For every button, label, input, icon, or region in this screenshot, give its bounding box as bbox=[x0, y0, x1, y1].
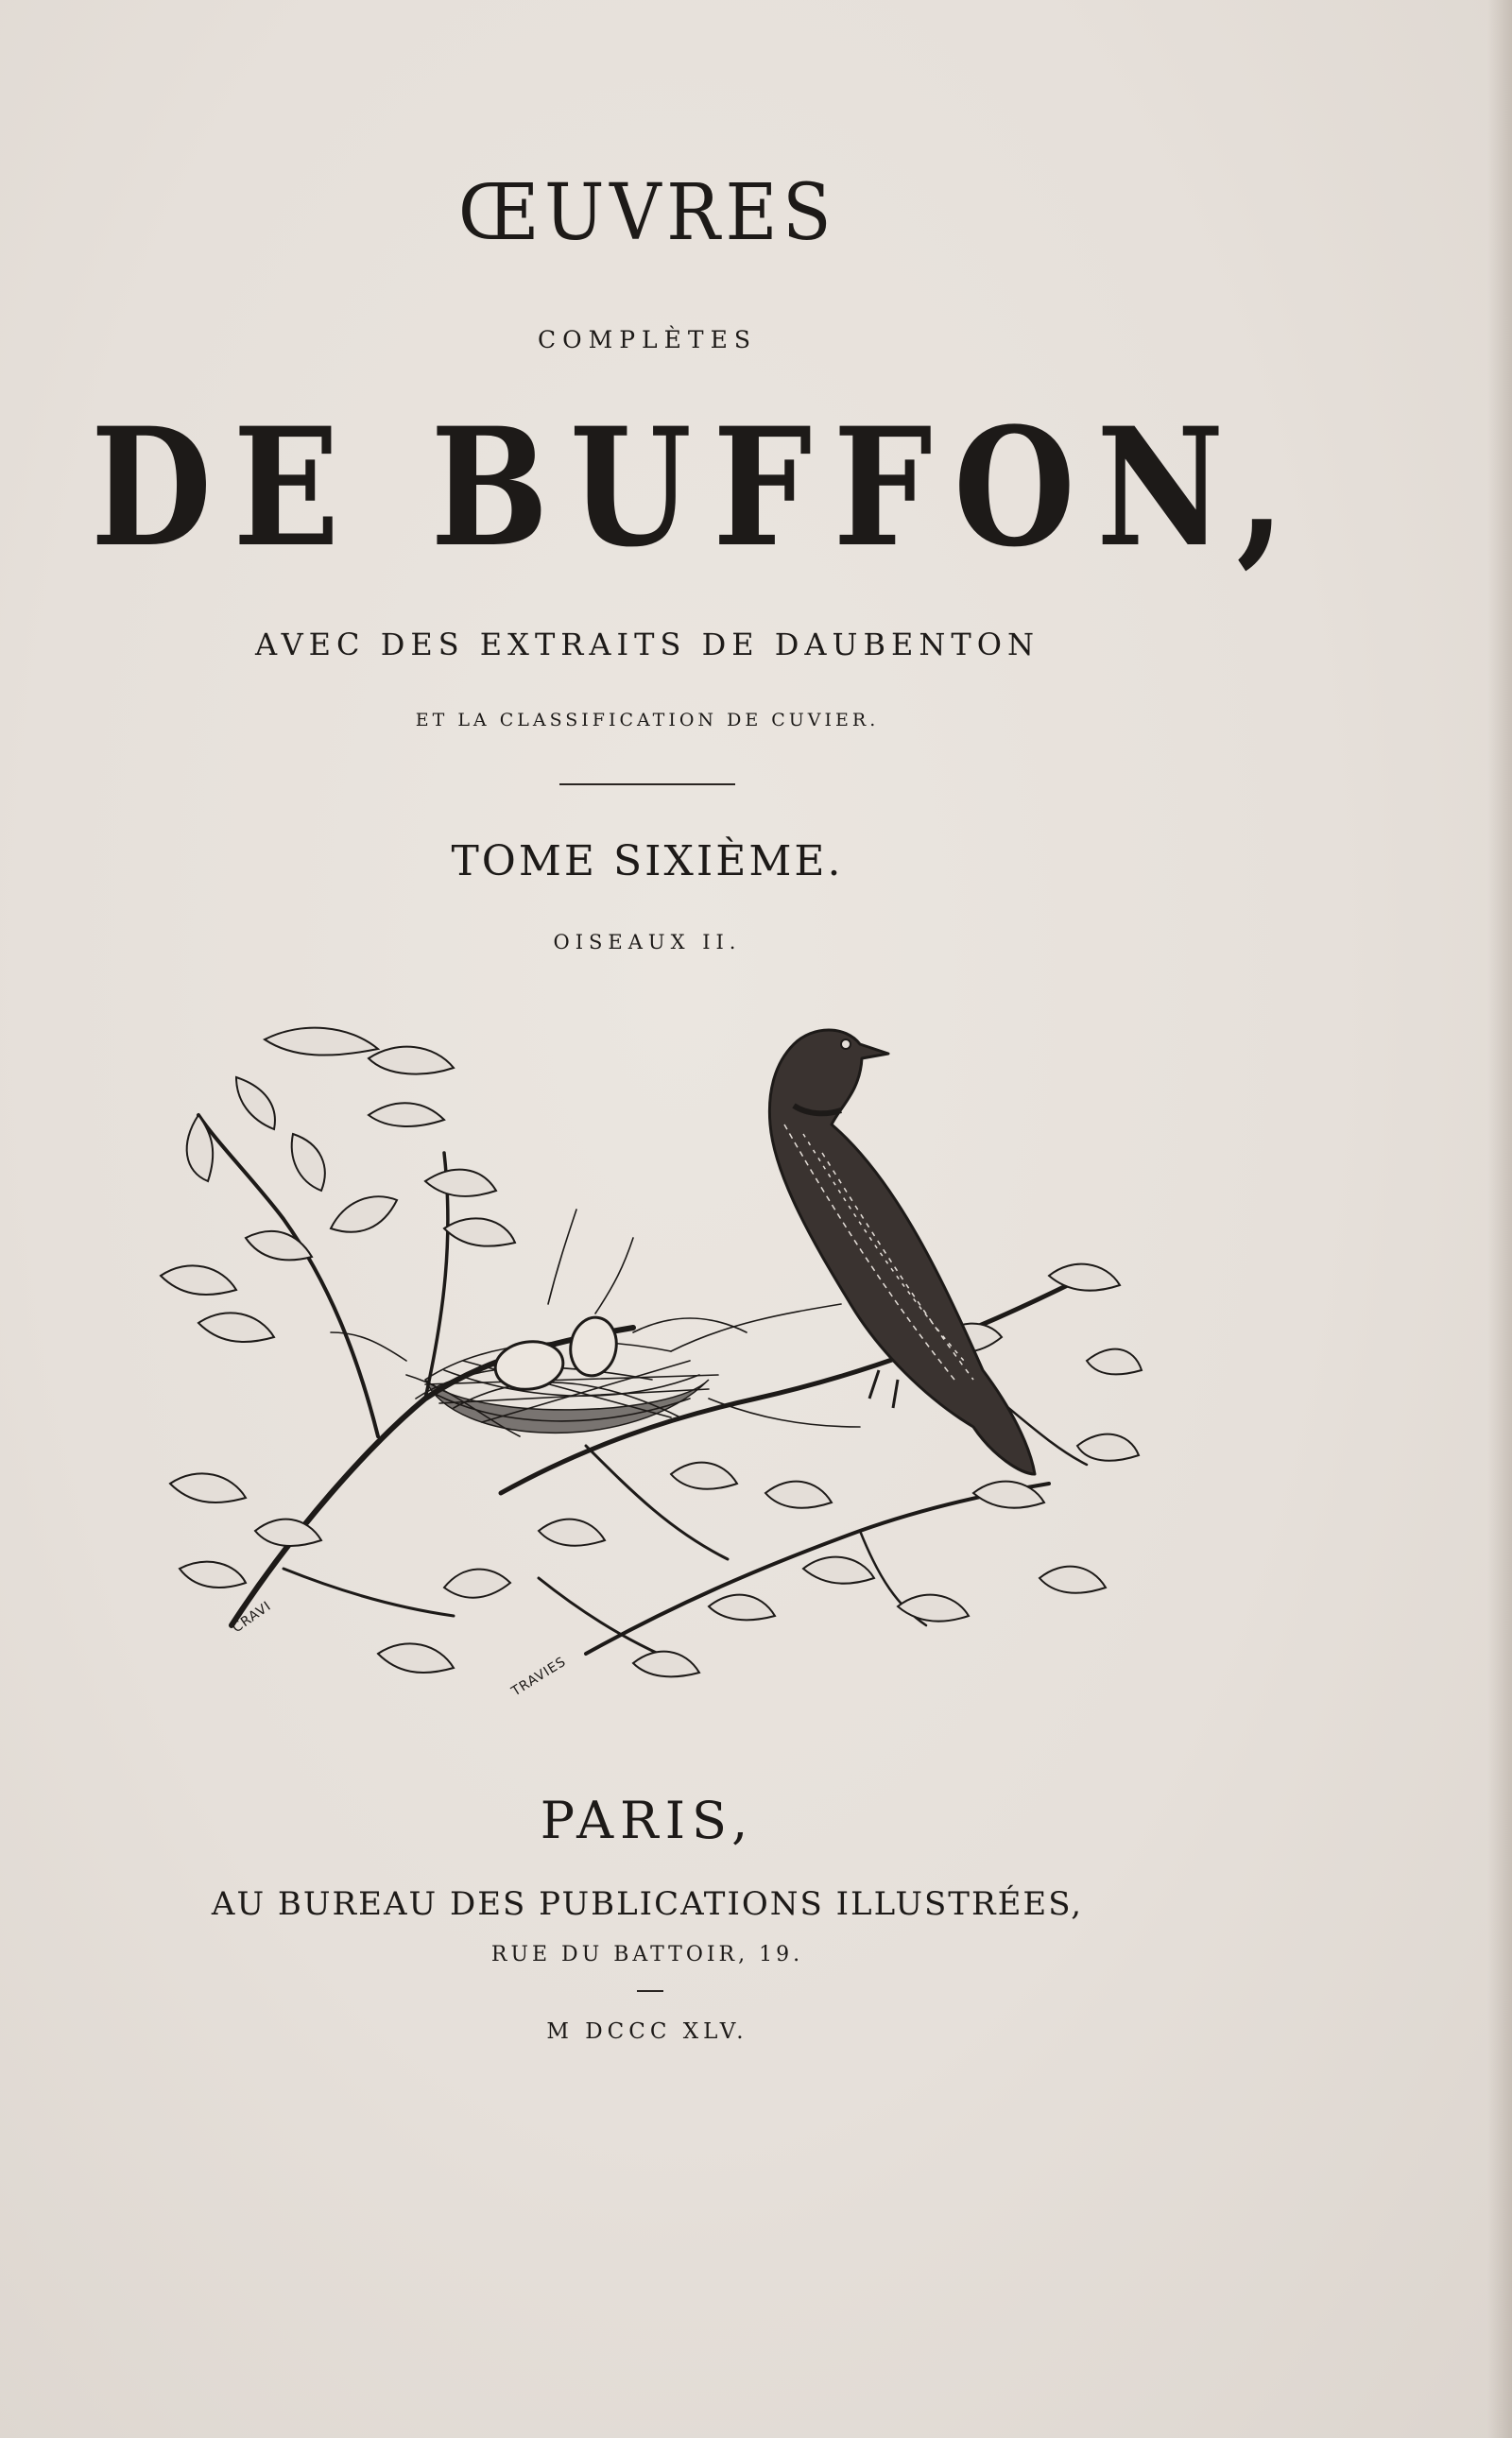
leaf bbox=[444, 1218, 515, 1245]
leaf bbox=[765, 1482, 832, 1508]
leaf bbox=[803, 1557, 874, 1584]
leaf bbox=[633, 1652, 699, 1677]
branch bbox=[539, 1578, 680, 1663]
bird-nest-engraving bbox=[142, 1002, 1143, 1710]
leaf bbox=[170, 1473, 246, 1502]
leaf bbox=[246, 1231, 312, 1260]
leaf bbox=[369, 1103, 444, 1126]
leaf bbox=[236, 1077, 275, 1129]
page-edge-shadow bbox=[1487, 0, 1512, 2438]
leaf bbox=[1077, 1434, 1139, 1461]
leaf bbox=[898, 1595, 969, 1622]
leaf bbox=[198, 1313, 274, 1342]
leaf bbox=[187, 1115, 214, 1181]
imprint-city: PARIS, bbox=[540, 1791, 755, 1850]
leaf bbox=[369, 1047, 454, 1074]
imprint-publisher: AU BUREAU DES PUBLICATIONS ILLUSTRÉES, bbox=[211, 1885, 1084, 1923]
leaf bbox=[180, 1562, 246, 1588]
subtitle-classification: ET LA CLASSIFICATION DE CUVIER. bbox=[415, 710, 880, 730]
leaf bbox=[378, 1643, 454, 1673]
imprint-address: RUE DU BATTOIR, 19. bbox=[490, 1943, 804, 1966]
leaf bbox=[709, 1595, 775, 1621]
leaf bbox=[331, 1196, 397, 1232]
leaf bbox=[539, 1519, 605, 1546]
leaf bbox=[292, 1134, 325, 1191]
title-author: DE BUFFON, bbox=[90, 391, 1307, 583]
imprint-date: M DCCC XLV. bbox=[546, 2019, 748, 2044]
volume-label: TOME SIXIÈME. bbox=[451, 837, 844, 885]
divider-rule bbox=[559, 783, 735, 785]
subtitle-extracts: AVEC DES EXTRAITS DE DAUBENTON bbox=[255, 627, 1040, 662]
branch bbox=[501, 1276, 1087, 1493]
leaf bbox=[161, 1265, 236, 1295]
branch bbox=[198, 1115, 378, 1436]
branch bbox=[284, 1569, 454, 1616]
title-completes: COMPLÈTES bbox=[538, 326, 757, 353]
leaf bbox=[255, 1519, 321, 1546]
leaf bbox=[444, 1570, 510, 1598]
dove bbox=[769, 1030, 1035, 1474]
dove-eye bbox=[841, 1039, 850, 1049]
artist-signature: TRAVIES bbox=[508, 1654, 570, 1700]
imprint-divider bbox=[637, 1990, 663, 1992]
title-oeuvres: ŒUVRES bbox=[457, 168, 837, 258]
leaf bbox=[1040, 1567, 1106, 1593]
leaf bbox=[1087, 1349, 1142, 1375]
volume-subject: OISEAUX II. bbox=[553, 931, 742, 953]
leaf bbox=[425, 1170, 496, 1196]
leaf bbox=[671, 1463, 737, 1489]
leaf bbox=[265, 1028, 378, 1056]
engraver-signature: CRAVI bbox=[230, 1598, 275, 1637]
